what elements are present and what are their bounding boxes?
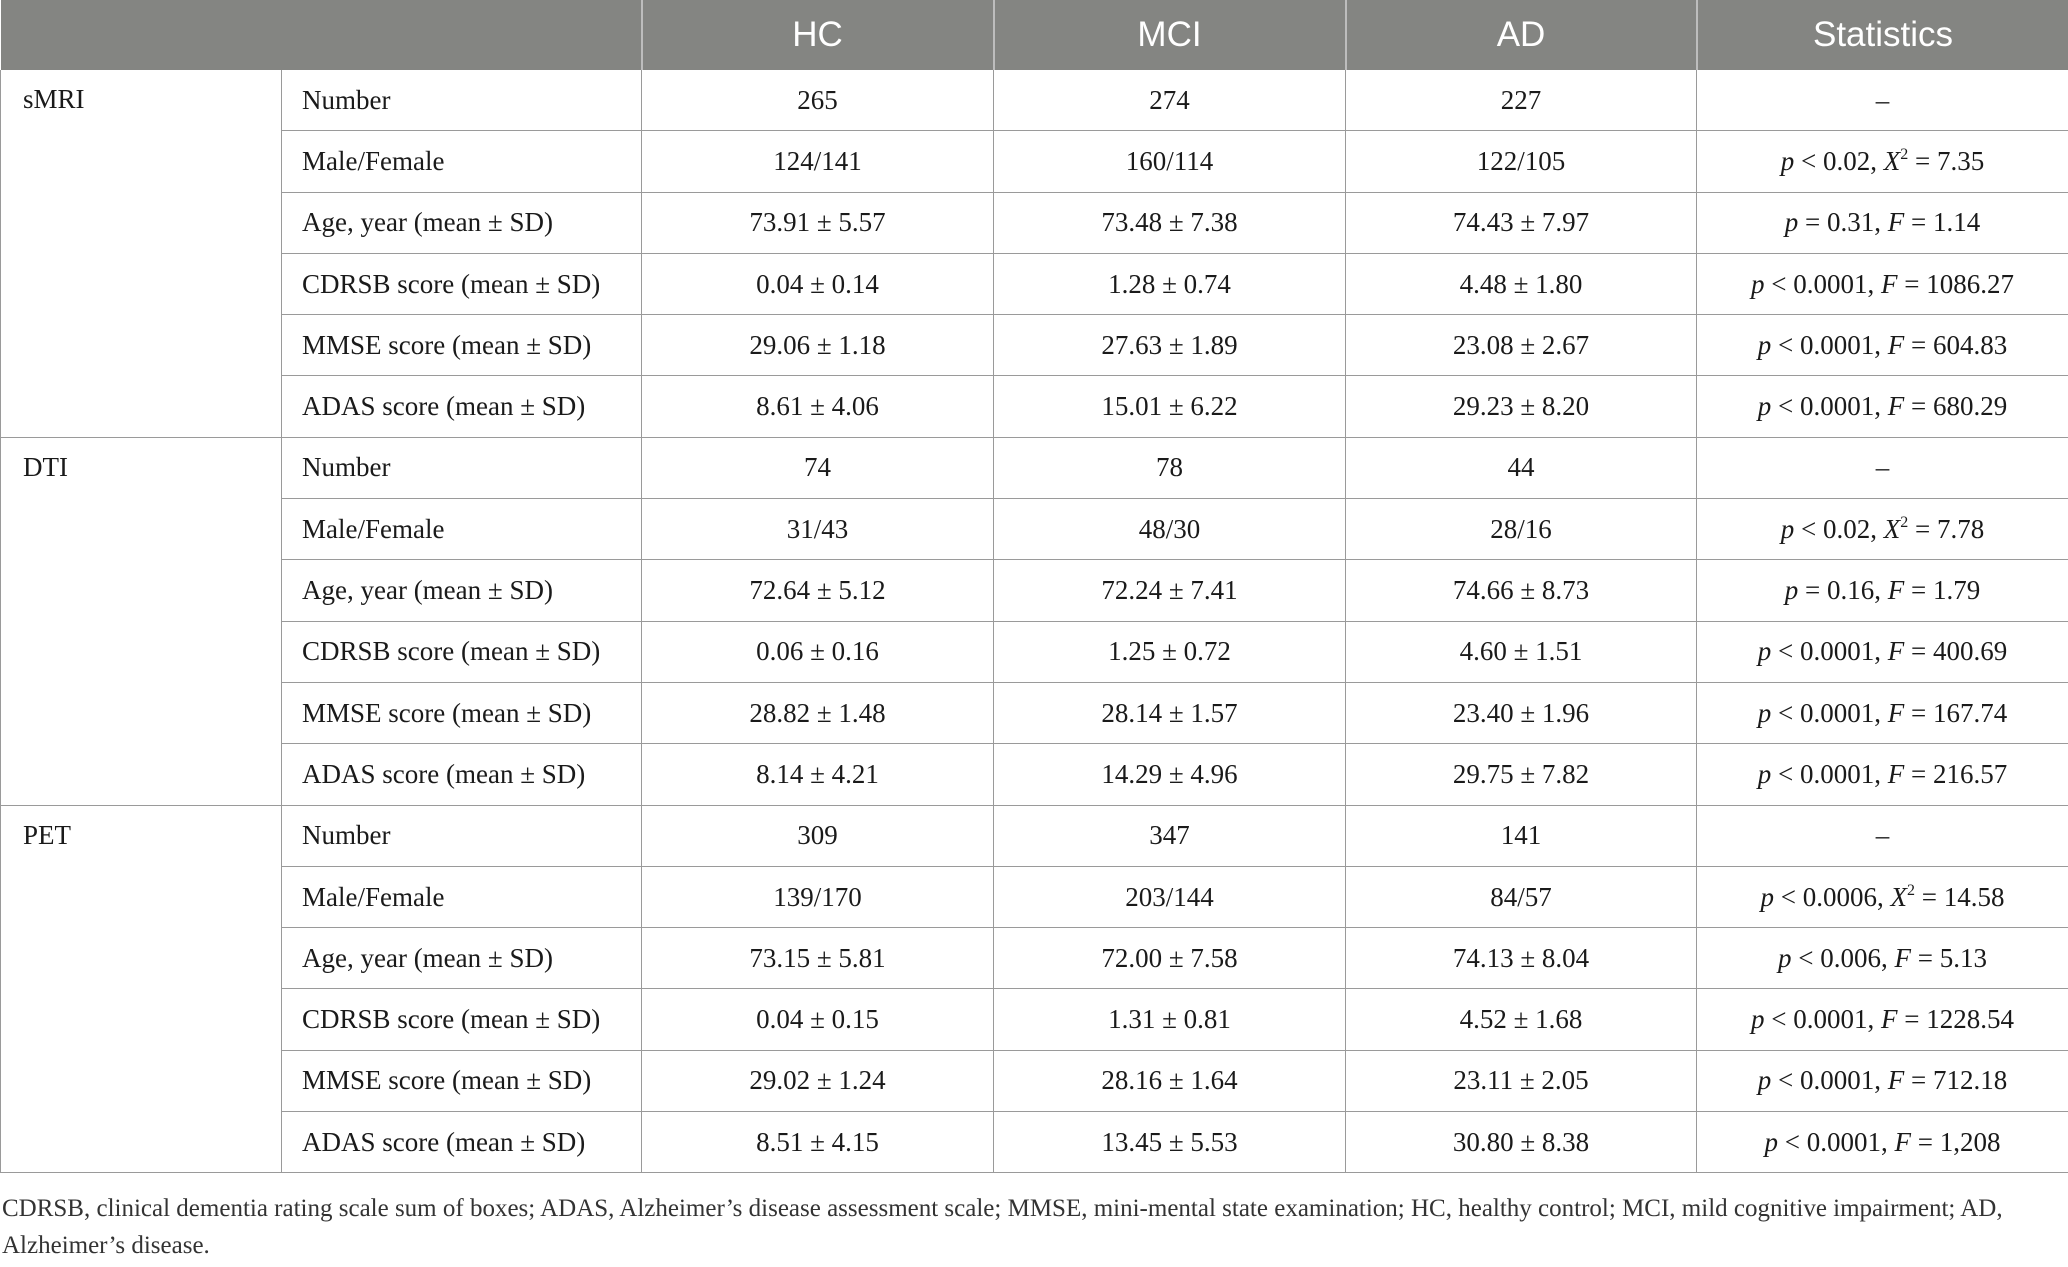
test-symbol: X [1890, 881, 1907, 912]
test-value: = 1.14 [1904, 207, 1981, 238]
cell-mci: 28.14 ± 1.57 [994, 682, 1346, 743]
cell-statistics [1697, 70, 2068, 131]
p-value: < 0.0001, [1764, 268, 1881, 299]
test-value: = 7.35 [1908, 145, 1985, 176]
test-symbol: F [1887, 697, 1905, 728]
p-value: = 0.31, [1798, 207, 1888, 238]
p-symbol: p [1757, 1065, 1772, 1096]
p-value: < 0.0001, [1771, 329, 1888, 360]
row-label: MMSE score (mean ± SD) [282, 682, 642, 743]
test-value: = 5.13 [1911, 942, 1987, 973]
row-label: Age, year (mean ± SD) [282, 192, 642, 253]
row-label: Number [282, 437, 642, 498]
cell-ad: 30.80 ± 8.38 [1346, 1112, 1697, 1173]
cell-hc: 28.82 ± 1.48 [642, 682, 994, 743]
row-label: Male/Female [282, 499, 642, 560]
cell-hc: 31/43 [642, 499, 994, 560]
cell-ad: 84/57 [1346, 866, 1697, 927]
p-value: < 0.0001, [1771, 758, 1888, 789]
test-value: = 14.58 [1915, 881, 2005, 912]
table-row [1, 621, 2068, 682]
test-value: = 7.78 [1908, 513, 1985, 544]
test-symbol: F [1881, 1004, 1898, 1035]
test-superscript: 2 [1900, 145, 1909, 163]
p-value: < 0.0001, [1764, 1004, 1881, 1035]
p-symbol: p [1757, 329, 1772, 360]
table-row [1, 560, 2068, 621]
test-value: = 712.18 [1904, 1065, 2008, 1096]
cell-hc: 72.64 ± 5.12 [642, 560, 994, 621]
p-value: < 0.006, [1791, 942, 1895, 973]
cell-ad: 29.23 ± 8.20 [1346, 376, 1697, 437]
table-row [1, 1112, 2068, 1173]
cell-hc: 0.04 ± 0.14 [642, 253, 994, 314]
group-label: PET [1, 805, 282, 1173]
cell-hc: 265 [642, 70, 994, 131]
header-ad: AD [1346, 0, 1697, 70]
group-label: sMRI [1, 70, 282, 437]
cell-mci: 1.28 ± 0.74 [994, 253, 1346, 314]
row-label: CDRSB score (mean ± SD) [282, 253, 642, 314]
cell-mci: 73.48 ± 7.38 [994, 192, 1346, 253]
cell-mci: 1.31 ± 0.81 [994, 989, 1346, 1050]
p-symbol: p [1780, 145, 1795, 176]
p-symbol: p [1757, 758, 1772, 789]
p-symbol: p [1784, 575, 1799, 606]
cell-statistics [1697, 131, 2068, 192]
table-row [1, 376, 2068, 437]
cell-mci: 347 [994, 805, 1346, 866]
p-value: = 0.16, [1798, 575, 1888, 606]
test-superscript: 2 [1900, 513, 1909, 531]
cell-statistics [1697, 1112, 2068, 1173]
table-row [1, 989, 2068, 1050]
test-symbol: F [1887, 207, 1905, 238]
table-row [1, 499, 2068, 560]
p-symbol: p [1751, 268, 1765, 299]
test-symbol: X [1883, 513, 1901, 544]
header-blank [1, 0, 642, 70]
cell-hc: 29.06 ± 1.18 [642, 315, 994, 376]
cell-statistics [1697, 744, 2068, 805]
statistic-dash: – [1875, 84, 1890, 115]
header-hc: HC [642, 0, 994, 70]
cell-mci: 15.01 ± 6.22 [994, 376, 1346, 437]
cell-hc: 0.06 ± 0.16 [642, 621, 994, 682]
table-row [1, 1050, 2068, 1111]
test-value: = 1086.27 [1897, 268, 2014, 299]
row-label: CDRSB score (mean ± SD) [282, 989, 642, 1050]
test-symbol: F [1887, 1065, 1905, 1096]
test-symbol: F [1894, 1126, 1911, 1157]
cell-ad: 44 [1346, 437, 1697, 498]
test-symbol: X [1883, 145, 1901, 176]
p-symbol: p [1760, 881, 1775, 912]
table-row [1, 805, 2068, 866]
cell-hc: 8.14 ± 4.21 [642, 744, 994, 805]
cell-mci: 203/144 [994, 866, 1346, 927]
test-value: = 216.57 [1904, 758, 2008, 789]
cell-statistics [1697, 928, 2068, 989]
p-value: < 0.0001, [1778, 1126, 1895, 1157]
p-value: < 0.0001, [1771, 1065, 1888, 1096]
test-symbol: F [1894, 942, 1911, 973]
cell-mci: 13.45 ± 5.53 [994, 1112, 1346, 1173]
cell-hc: 139/170 [642, 866, 994, 927]
cell-hc: 74 [642, 437, 994, 498]
table-row [1, 437, 2068, 498]
cell-ad: 23.40 ± 1.96 [1346, 682, 1697, 743]
table-header [1, 0, 2068, 70]
cell-mci: 48/30 [994, 499, 1346, 560]
cell-hc: 0.04 ± 0.15 [642, 989, 994, 1050]
p-symbol: p [1778, 942, 1792, 973]
cell-mci: 78 [994, 437, 1346, 498]
cell-hc: 8.51 ± 4.15 [642, 1112, 994, 1173]
test-value: = 1.79 [1904, 575, 1981, 606]
table-row [1, 744, 2068, 805]
table-row [1, 315, 2068, 376]
table-row [1, 682, 2068, 743]
cell-statistics [1697, 315, 2068, 376]
test-symbol: F [1887, 758, 1905, 789]
p-symbol: p [1757, 697, 1772, 728]
test-symbol: F [1887, 391, 1905, 422]
p-symbol: p [1780, 513, 1795, 544]
p-value: < 0.0001, [1771, 697, 1888, 728]
cell-statistics [1697, 499, 2068, 560]
test-symbol: F [1881, 268, 1898, 299]
p-value: < 0.0006, [1774, 881, 1891, 912]
test-value: = 400.69 [1904, 636, 2008, 667]
cell-hc: 29.02 ± 1.24 [642, 1050, 994, 1111]
row-label: MMSE score (mean ± SD) [282, 1050, 642, 1111]
row-label: ADAS score (mean ± SD) [282, 376, 642, 437]
test-symbol: F [1887, 575, 1905, 606]
cell-ad: 122/105 [1346, 131, 1697, 192]
table-body [1, 70, 2068, 1173]
test-symbol: F [1887, 636, 1905, 667]
cell-statistics [1697, 560, 2068, 621]
cell-statistics [1697, 682, 2068, 743]
row-label: ADAS score (mean ± SD) [282, 744, 642, 805]
test-symbol: F [1887, 329, 1905, 360]
group-label: DTI [1, 437, 282, 805]
cell-mci: 274 [994, 70, 1346, 131]
cell-ad: 28/16 [1346, 499, 1697, 560]
cell-hc: 309 [642, 805, 994, 866]
row-label: Number [282, 805, 642, 866]
row-label: Number [282, 70, 642, 131]
cell-ad: 227 [1346, 70, 1697, 131]
row-label: MMSE score (mean ± SD) [282, 315, 642, 376]
table-row [1, 192, 2068, 253]
test-value: = 1228.54 [1897, 1004, 2014, 1035]
cell-statistics [1697, 621, 2068, 682]
row-label: ADAS score (mean ± SD) [282, 1112, 642, 1173]
row-label: Age, year (mean ± SD) [282, 560, 642, 621]
test-value: = 680.29 [1904, 391, 2008, 422]
cell-mci: 160/114 [994, 131, 1346, 192]
p-value: < 0.02, [1794, 145, 1884, 176]
statistic-dash: – [1875, 452, 1890, 483]
cell-mci: 72.24 ± 7.41 [994, 560, 1346, 621]
cell-ad: 74.66 ± 8.73 [1346, 560, 1697, 621]
cell-hc: 73.91 ± 5.57 [642, 192, 994, 253]
cell-ad: 141 [1346, 805, 1697, 866]
row-label: CDRSB score (mean ± SD) [282, 621, 642, 682]
cell-statistics [1697, 192, 2068, 253]
cell-statistics [1697, 866, 2068, 927]
table-row [1, 131, 2068, 192]
cell-statistics [1697, 376, 2068, 437]
test-value: = 604.83 [1904, 329, 2008, 360]
cell-statistics [1697, 1050, 2068, 1111]
p-symbol: p [1757, 636, 1772, 667]
cell-ad: 74.13 ± 8.04 [1346, 928, 1697, 989]
cell-ad: 74.43 ± 7.97 [1346, 192, 1697, 253]
header-row [1, 0, 2068, 70]
p-symbol: p [1784, 207, 1799, 238]
cell-statistics [1697, 989, 2068, 1050]
cell-hc: 124/141 [642, 131, 994, 192]
table-row [1, 928, 2068, 989]
test-value: = 1,208 [1911, 1126, 2001, 1157]
cell-statistics [1697, 805, 2068, 866]
cell-statistics [1697, 437, 2068, 498]
cell-mci: 14.29 ± 4.96 [994, 744, 1346, 805]
test-superscript: 2 [1907, 881, 1915, 899]
table-row [1, 866, 2068, 927]
header-statistics: Statistics [1697, 0, 2068, 70]
row-label: Age, year (mean ± SD) [282, 928, 642, 989]
cell-ad: 4.52 ± 1.68 [1346, 989, 1697, 1050]
cell-hc: 73.15 ± 5.81 [642, 928, 994, 989]
table-footnote: CDRSB, clinical dementia rating scale sum of boxes; ADAS, Alzheimer’s disease assessment scale; MMSE, mini-mental state examination; HC, healthy control; MCI, mild cognitive impairment; AD, Alzheimer’s disease. [2, 1195, 2003, 1259]
cell-ad: 4.48 ± 1.80 [1346, 253, 1697, 314]
cell-statistics [1697, 253, 2068, 314]
cell-ad: 23.11 ± 2.05 [1346, 1050, 1697, 1111]
p-symbol: p [1751, 1004, 1765, 1035]
cell-ad: 23.08 ± 2.67 [1346, 315, 1697, 376]
p-value: < 0.0001, [1771, 636, 1888, 667]
cell-mci: 28.16 ± 1.64 [994, 1050, 1346, 1111]
cell-mci: 1.25 ± 0.72 [994, 621, 1346, 682]
row-label: Male/Female [282, 131, 642, 192]
table-row [1, 253, 2068, 314]
cell-mci: 27.63 ± 1.89 [994, 315, 1346, 376]
table-row [1, 70, 2068, 131]
header-mci: MCI [994, 0, 1346, 70]
p-value: < 0.0001, [1771, 391, 1888, 422]
cell-mci: 72.00 ± 7.58 [994, 928, 1346, 989]
cell-ad: 4.60 ± 1.51 [1346, 621, 1697, 682]
p-value: < 0.02, [1794, 513, 1884, 544]
row-label: Male/Female [282, 866, 642, 927]
statistic-dash: – [1875, 820, 1890, 851]
p-symbol: p [1757, 391, 1772, 422]
cell-hc: 8.61 ± 4.06 [642, 376, 994, 437]
test-value: = 167.74 [1904, 697, 2008, 728]
p-symbol: p [1764, 1126, 1779, 1157]
cell-ad: 29.75 ± 7.82 [1346, 744, 1697, 805]
